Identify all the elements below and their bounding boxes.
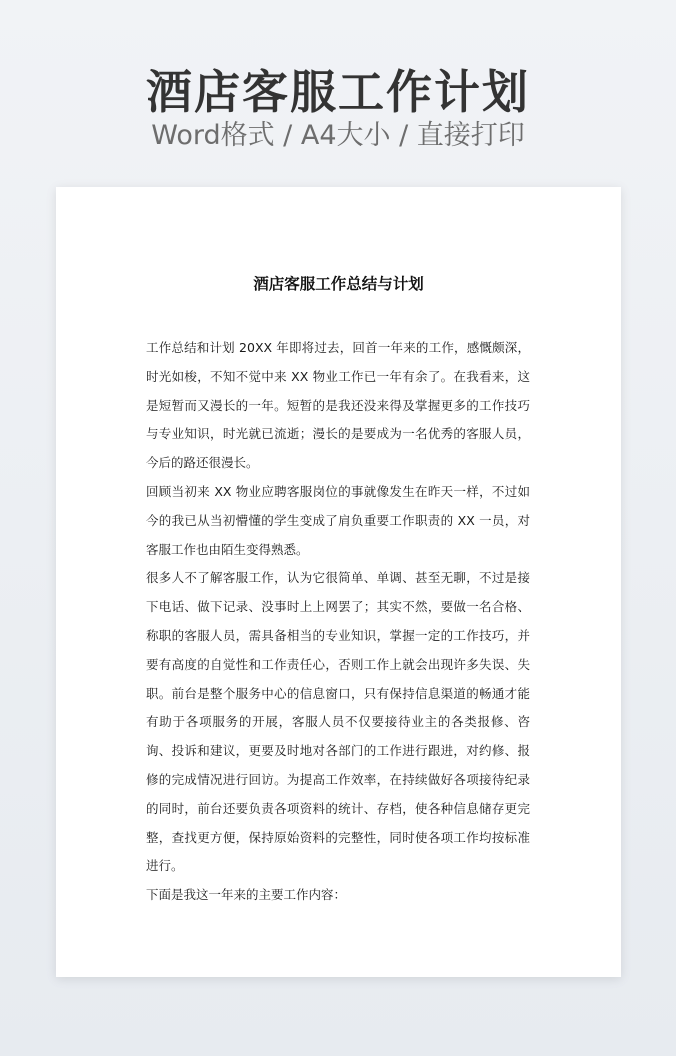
page-title: 酒店客服工作计划: [146, 65, 530, 119]
paragraph: 很多人不了解客服工作，认为它很简单、单调、甚至无聊，不过是接下电话、做下记录、没事时上上网罢了；其实不然，要做一名合格、称职的客服人员，需具备相当的专业知识，掌握一定的工作技巧，并要有高度的自觉性和工作责任心，否则工作上就会出现许多失误、失职。前台是整个服务中心的信息窗口，只有保持信息渠道的畅通才能有助于各项服务的开展，客服人员不仅要接待业主的各类报修、咨询、投诉和建议，更要及时地对各部门的工作进行跟进，对约修、报修的完成情况进行回访。为提高工作效率，在持续做好各项接待纪录的同时，前台还要负责各项资料的统计、存档，使各种信息储存更完整，查找更方便，保持原始资料的完整性，同时使各项工作均按标准进行。: [146, 570, 530, 874]
document-page: [56, 187, 621, 977]
document-title: 酒店客服工作总结与计划: [253, 275, 424, 293]
paragraph: 下面是我这一年来的主要工作内容：: [146, 887, 347, 903]
paragraph: 回顾当初来 XX 物业应聘客服岗位的事就像发生在昨天一样，不过如今的我已从当初懵懂的学生变成了肩负重要工作职责的 XX 一员，对客服工作也由陌生变得熟悉。: [146, 483, 530, 557]
page-header: [0, 0, 676, 180]
document-body: [146, 334, 530, 910]
paragraph: 工作总结和计划 20XX 年即将过去，回首一年来的工作，感慨颇深，时光如梭，不知不觉中来 XX 物业工作已一年有余了。在我看来，这是短暂而又漫长的一年。短暂的是我还没来得及掌握更多的工作技巧与专业知识，时光就已流逝；漫长的是要成为一名优秀的客服人员，今后的路还很漫长。: [146, 340, 530, 471]
page-subtitle: Word格式 / A4大小 / 直接打印: [151, 120, 525, 151]
